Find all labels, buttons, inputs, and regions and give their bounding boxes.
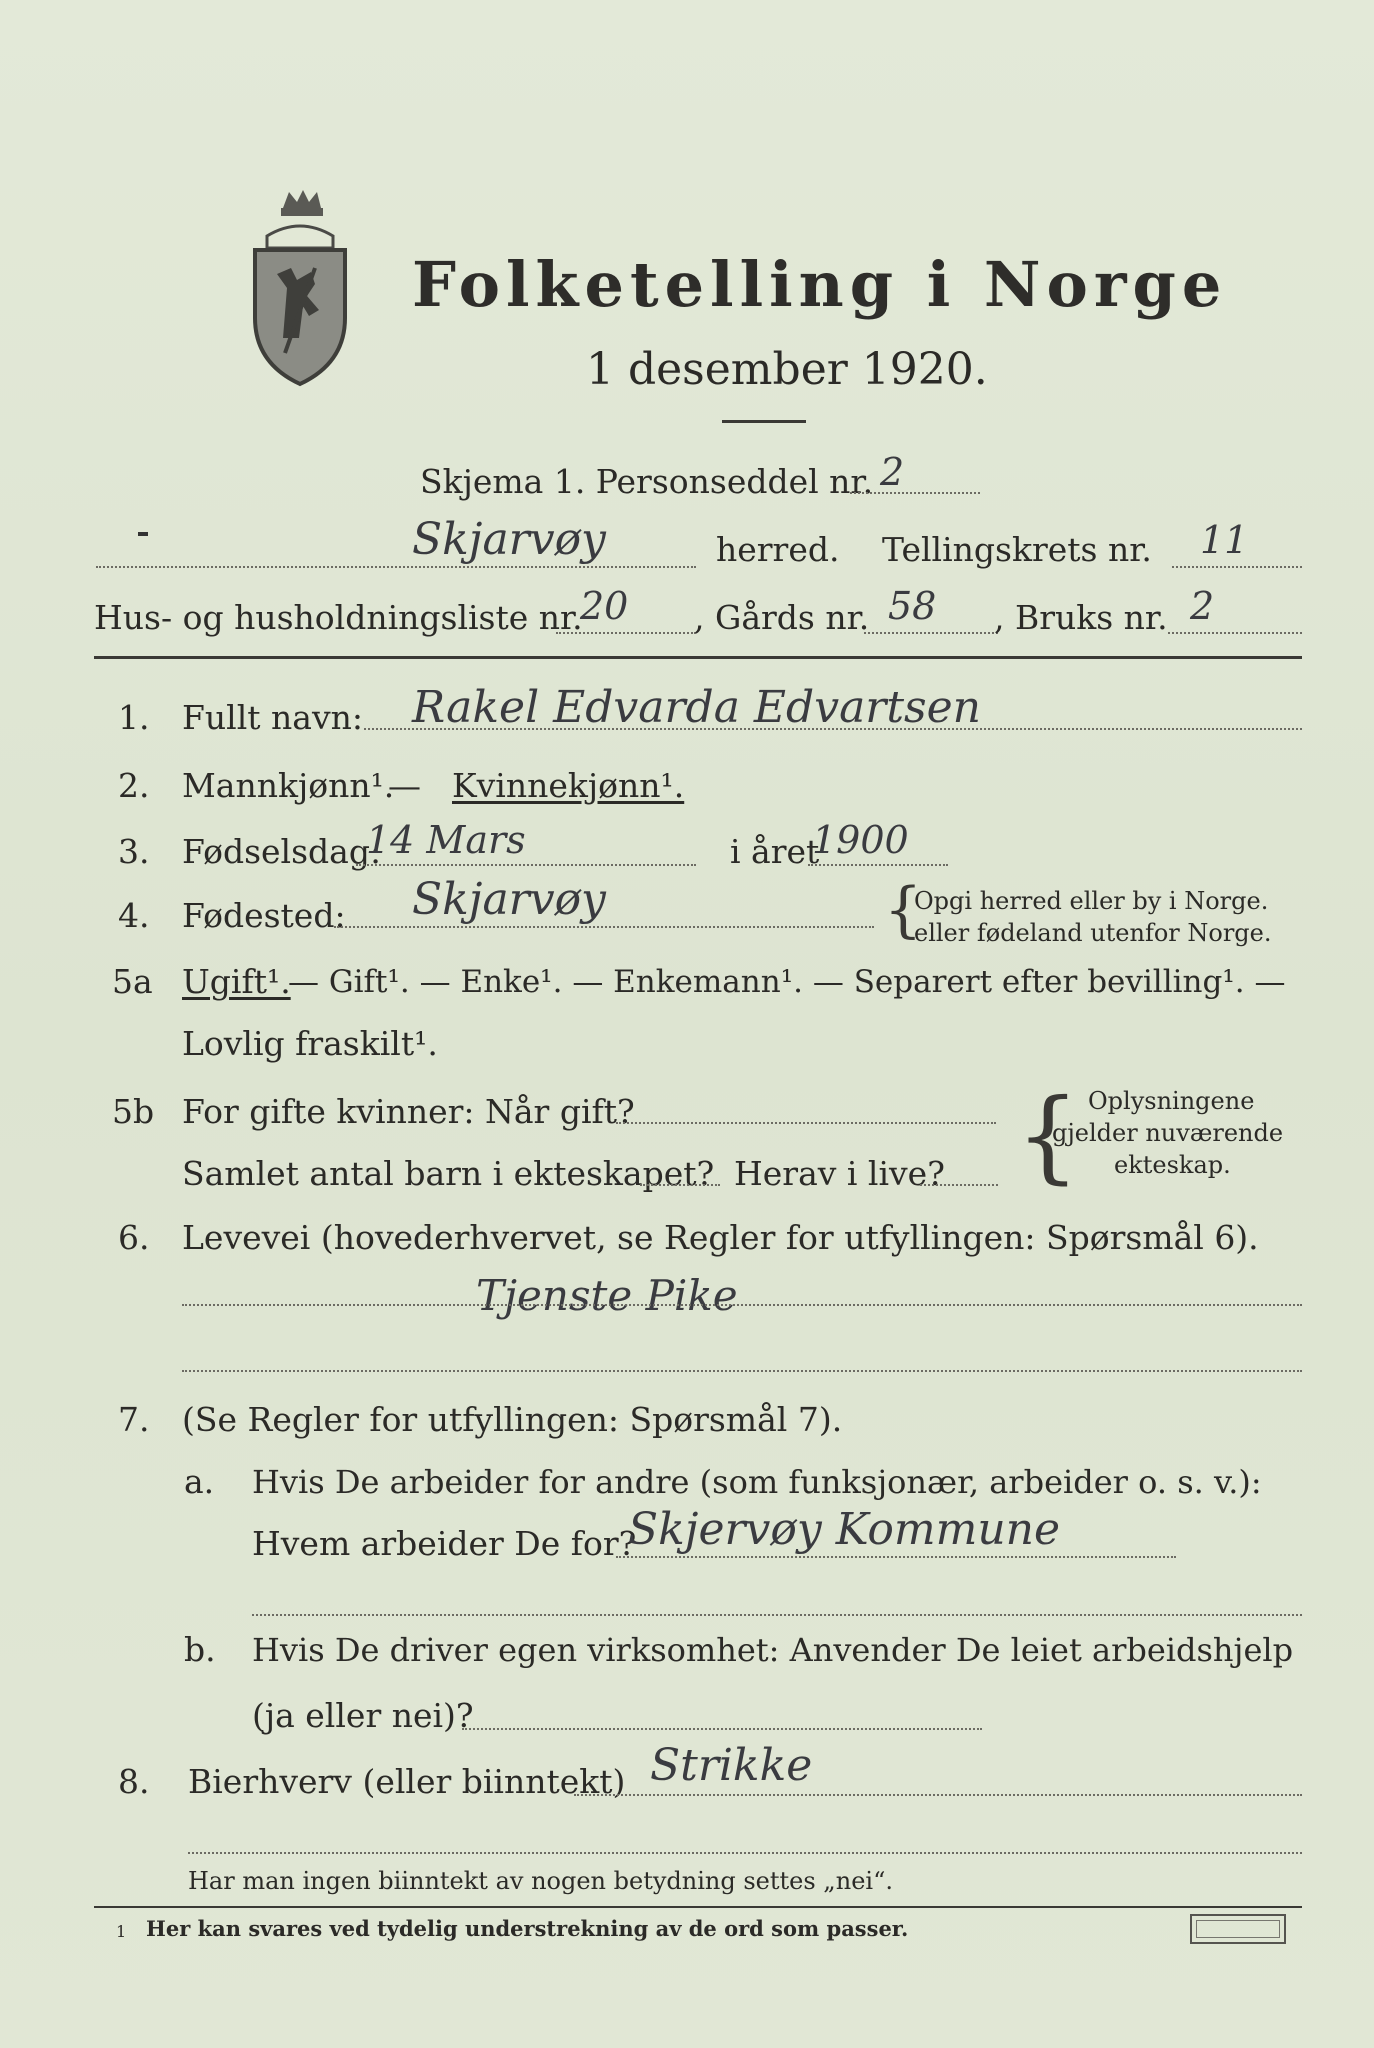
gards-label: , Gårds nr. xyxy=(694,598,870,637)
occupation-line-2 xyxy=(182,1370,1302,1372)
q2-dash: — xyxy=(388,766,421,805)
q5b-brace: { xyxy=(1016,1077,1080,1194)
header-divider xyxy=(94,656,1302,659)
employer-value: Skjervøy Kommune xyxy=(628,1504,1061,1555)
birthday-line xyxy=(356,864,696,866)
gards-line xyxy=(864,632,998,634)
side-income-line xyxy=(574,1794,1302,1796)
q7b-line2: (ja eller nei)? xyxy=(252,1696,474,1735)
page-subtitle: 1 desember 1920. xyxy=(586,344,988,395)
q5b-number: 5b xyxy=(112,1092,155,1131)
q3-number: 3. xyxy=(118,832,150,871)
norwegian-lion-coat-of-arms-icon xyxy=(245,188,355,388)
margin-mark xyxy=(138,532,148,536)
year-label: i året xyxy=(730,832,820,871)
occupation-line-1 xyxy=(182,1304,1302,1306)
footer-divider xyxy=(94,1906,1302,1908)
year-line xyxy=(808,864,948,866)
q6-label: Levevei (hovederhvervet, se Regler for utfyllingen: Spørsmål 6). xyxy=(182,1218,1259,1257)
q5a-number: 5a xyxy=(112,962,153,1001)
side-income-line-2 xyxy=(188,1852,1302,1854)
employer-line-2 xyxy=(252,1614,1302,1616)
bruks-label: , Bruks nr. xyxy=(994,598,1168,637)
q7a-line2: Hvem arbeider De for? xyxy=(252,1524,637,1563)
q4-brace: { xyxy=(884,875,923,945)
male-option: Mannkjønn¹. xyxy=(182,766,395,805)
q8-label: Bierhverv (eller biinntekt) xyxy=(188,1762,626,1801)
side-income-value: Strikke xyxy=(650,1740,813,1791)
personseddel-line xyxy=(850,492,980,494)
no-income-note: Har man ingen biinntekt av nogen betydning settes „nei“. xyxy=(188,1867,893,1895)
q7a-line1: Hvis De arbeider for andre (som funksjonær, arbeider o. s. v.): xyxy=(252,1463,1262,1501)
bruks-line xyxy=(1168,632,1302,634)
q2-number: 2. xyxy=(118,766,150,805)
skjema-label: Skjema 1. Personseddel nr. xyxy=(420,462,874,501)
q4-label: Fødested: xyxy=(182,896,346,935)
q4-number: 4. xyxy=(118,896,150,935)
herred-label: herred. xyxy=(716,530,840,569)
bruks-number: 2 xyxy=(1190,584,1215,628)
children-label: Samlet antal barn i ekteskapet? xyxy=(182,1154,715,1193)
q1-number: 1. xyxy=(118,698,150,737)
q8-number: 8. xyxy=(118,1762,150,1801)
gards-number: 58 xyxy=(888,584,937,628)
q3-label: Fødselsdag: xyxy=(182,832,382,871)
q5b-note-line1: Oplysningene xyxy=(1088,1087,1255,1115)
tellingskrets-label: Tellingskrets nr. xyxy=(882,530,1152,569)
q6-number: 6. xyxy=(118,1218,150,1257)
q7-number: 7. xyxy=(118,1400,150,1439)
husholdningsliste-label: Hus- og husholdningsliste nr. xyxy=(94,598,583,637)
lovlig-fraskilt-option: Lovlig fraskilt¹. xyxy=(182,1024,438,1063)
herav-line xyxy=(920,1184,998,1186)
q4-note-line2: eller fødeland utenfor Norge. xyxy=(914,919,1272,947)
footnote-text: Her kan svares ved tydelig understrekning av de ord som passer. xyxy=(146,1916,909,1941)
q1-label: Fullt navn: xyxy=(182,698,363,737)
q7b-number: b. xyxy=(184,1630,216,1669)
tellingskrets-number: 11 xyxy=(1200,518,1249,562)
children-line xyxy=(640,1184,720,1186)
title-divider xyxy=(722,420,806,423)
page-title: Folketelling i Norge xyxy=(412,248,1228,321)
herred-line xyxy=(96,566,696,568)
ugift-option-underlined: Ugift¹. xyxy=(182,962,291,1001)
herav-label: Herav i live? xyxy=(734,1154,945,1193)
married-date-line xyxy=(616,1122,996,1124)
husholdningsliste-number: 20 xyxy=(580,584,629,628)
birthplace-line xyxy=(334,926,874,928)
full-name-value: Rakel Edvarda Edvartsen xyxy=(412,682,981,733)
personseddel-number: 2 xyxy=(880,450,905,494)
hired-help-line xyxy=(462,1728,982,1730)
q7b-line1: Hvis De driver egen virksomhet: Anvender De leiet arbeidshjelp xyxy=(252,1631,1294,1669)
q5b-note-line3: ekteskap. xyxy=(1114,1151,1231,1179)
birthplace-value: Skjarvøy xyxy=(412,874,606,925)
q7a-number: a. xyxy=(184,1462,215,1501)
q5b-note-line2: gjelder nuværende xyxy=(1052,1119,1284,1147)
q7-label: (Se Regler for utfyllingen: Spørsmål 7). xyxy=(182,1400,843,1439)
footnote-marker: 1 xyxy=(116,1922,127,1941)
employer-line xyxy=(616,1556,1176,1558)
husholdningsliste-line xyxy=(556,632,696,634)
tellingskrets-line xyxy=(1172,566,1302,568)
marital-options: — Gift¹. — Enke¹. — Enkemann¹. — Separert efter bevilling¹. — xyxy=(288,964,1286,1000)
occupation-value: Tjenste Pike xyxy=(476,1271,738,1320)
birthday-value: 14 Mars xyxy=(366,818,526,862)
herred-value: Skjarvøy xyxy=(412,514,606,565)
q4-note-line1: Opgi herred eller by i Norge. xyxy=(914,887,1269,915)
birth-year-value: 1900 xyxy=(812,818,909,862)
q5b-label: For gifte kvinner: Når gift? xyxy=(182,1092,635,1131)
printer-stamp-icon xyxy=(1190,1914,1286,1944)
female-option-underlined: Kvinnekjønn¹. xyxy=(452,766,685,805)
